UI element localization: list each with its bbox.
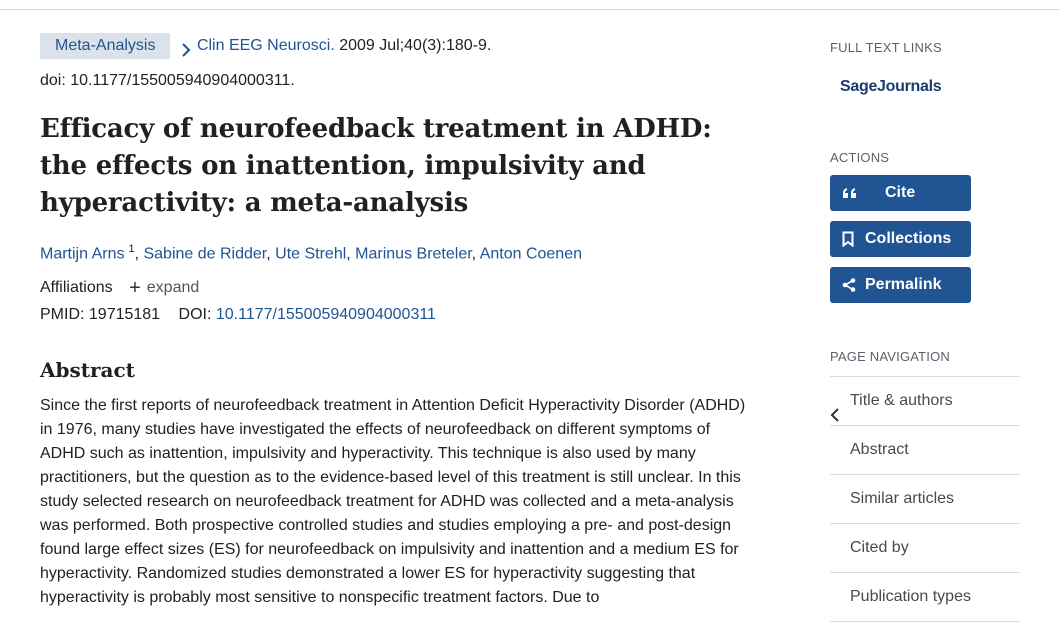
pmid: PMID: 19715181 [40, 306, 161, 324]
citation-details: 2009 Jul;40(3):180-9. [334, 37, 492, 54]
sage-journals-logo[interactable]: SageJournals [840, 78, 942, 95]
cite-label: Cite [885, 184, 916, 201]
journal-link[interactable]: Clin EEG Neurosci. [196, 37, 335, 54]
page-navigation-list [830, 376, 1020, 622]
collections-button[interactable] [830, 221, 971, 257]
author-link[interactable]: Martijn Arns [40, 245, 125, 263]
identifiers-row [40, 302, 760, 328]
nav-item-label: Abstract [850, 441, 909, 458]
nav-item-label: Cited by [850, 539, 909, 556]
permalink-label: Permalink [865, 276, 942, 293]
affiliations-label: Affiliations [40, 279, 113, 297]
plus-icon: + [129, 277, 141, 300]
full-text-links-heading: FULL TEXT LINKS [830, 40, 942, 55]
doi-link[interactable]: 10.1177/155005940904000311 [215, 306, 436, 324]
quote-icon [842, 175, 858, 211]
author-affiliation-ref[interactable]: 1 [128, 243, 135, 255]
author-separator: , [471, 245, 480, 263]
page-navigation-heading: PAGE NAVIGATION [830, 349, 951, 364]
bookmark-icon [842, 221, 858, 257]
expand-label: expand [146, 279, 200, 297]
nav-item-abstract[interactable] [830, 426, 1020, 475]
permalink-button[interactable] [830, 267, 971, 303]
abstract-heading: Abstract [40, 358, 135, 383]
nav-item-publication-types[interactable] [830, 573, 1020, 622]
chevron-right-icon [181, 39, 197, 67]
author-link[interactable]: Ute Strehl [275, 245, 347, 263]
abstract-text: Since the first reports of neurofeedback treatment in Attention Deficit Hyperactivity Disorder (ADHD) in 1976, many studies have investigated the effects of neurofeedback on different symptoms of ADHD such as inattention, impulsivity and hyperactivity. This technique is also used by many practitioners, but the question as to the evidence-based level of this treatment is still unclear. In this study selected research on neurofeedback treatment for ADHD was collected and a meta-analysis was performed. Both prospective controlled studies and studies employing a pre- and post-design found large effect sizes (ES) for neurofeedback on impulsivity and inattention and a medium ES for hyperactivity. Randomized studies demonstrated a lower ES for hyperactivity suggesting that hyperactivity is probably most sensitive to nonspecific treatment factors. Due to [40, 397, 746, 607]
author-separator: , [266, 245, 276, 263]
nav-item-label: Title & authors [850, 392, 953, 409]
affiliations-row [40, 275, 760, 301]
citation-line [40, 32, 760, 95]
doi-label: DOI: [178, 306, 212, 324]
cite-button[interactable] [830, 175, 971, 211]
nav-item-title-authors[interactable] [830, 377, 1020, 426]
author-link[interactable]: Marinus Breteler [355, 245, 472, 263]
share-icon [842, 267, 858, 303]
top-divider [0, 9, 1060, 10]
author-separator: , [346, 245, 356, 263]
collections-label: Collections [865, 230, 952, 247]
nav-item-cited-by[interactable] [830, 524, 1020, 573]
author-separator: , [134, 245, 144, 263]
nav-item-label: Similar articles [850, 490, 955, 507]
sidebar [830, 40, 1020, 622]
doi-line: doi: 10.1177/155005940904000311. [40, 72, 295, 89]
author-link[interactable]: Sabine de Ridder [143, 245, 267, 263]
nav-item-label: Publication types [850, 588, 971, 605]
nav-item-similar-articles[interactable] [830, 475, 1020, 524]
publication-type-badge[interactable]: Meta-Analysis [40, 33, 170, 59]
expand-affiliations-button[interactable] [129, 277, 200, 300]
article-main [40, 32, 760, 610]
actions-heading: ACTIONS [830, 150, 890, 165]
chevron-left-icon [830, 394, 840, 408]
article-title: Efficacy of neurofeedback treatment in ADHD: the effects on inattention, impulsivity and hyperactivity: a meta-analysis [40, 114, 712, 218]
author-link[interactable]: Anton Coenen [479, 245, 582, 263]
authors-list [40, 236, 760, 267]
